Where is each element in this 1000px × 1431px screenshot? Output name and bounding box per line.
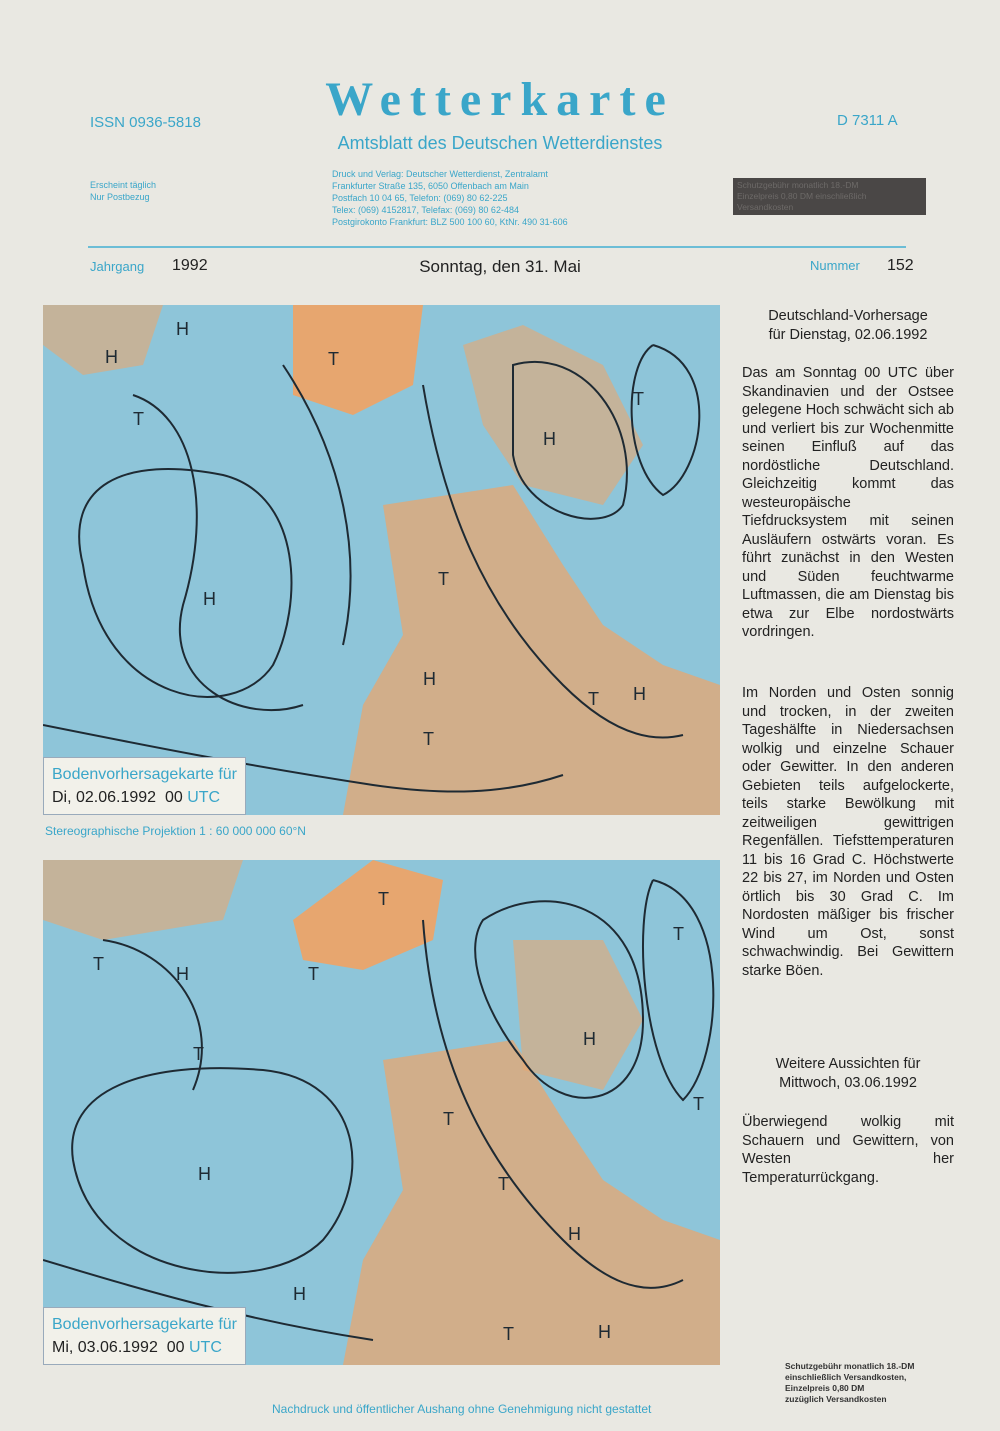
masthead-subtitle: Amtsblatt des Deutschen Wetterdienstes [337, 133, 663, 153]
svg-text:H: H [293, 1284, 306, 1304]
jahrgang-value: 1992 [172, 257, 208, 274]
svg-text:H: H [198, 1164, 211, 1184]
forecast-map-tuesday [43, 305, 720, 815]
svg-text:T: T [673, 924, 684, 944]
svg-text:T: T [443, 1109, 454, 1129]
svg-text:H: H [598, 1322, 611, 1342]
legend-time: 00 [166, 1339, 185, 1356]
fee-line: Versandkosten [737, 202, 794, 212]
outlook-paragraph: Überwiegend wolkig mit Schauern und Gewittern, von Westen her Temperaturrückgang. [742, 1114, 954, 1186]
svg-text:T: T [693, 1094, 704, 1114]
publication-code: D 7311 A [837, 112, 898, 129]
publisher-line: Postgirokonto Frankfurt: BLZ 500 100 60, KtNr. 490 31-606 [332, 217, 568, 227]
footer-fee-line: zuzüglich Versandkosten [785, 1394, 887, 1404]
fee-box-redacted [733, 178, 926, 215]
svg-text:T: T [423, 729, 434, 749]
svg-text:T: T [93, 954, 104, 974]
issue-date: Sonntag, den 31. Mai [419, 257, 581, 276]
landmass [43, 305, 720, 815]
outlook-heading [742, 1055, 954, 1092]
divider [88, 246, 906, 248]
svg-text:T: T [588, 689, 599, 709]
svg-text:H: H [105, 347, 118, 367]
jahrgang-label: Jahrgang [90, 259, 145, 274]
forecast-title-line: für Dienstag, 02.06.1992 [768, 326, 928, 343]
forecast-title-line: Deutschland-Vorhersage [768, 308, 928, 324]
outlook-title-line: Mittwoch, 03.06.1992 [779, 1074, 917, 1091]
legend-title: Bodenvorhersagekarte für [52, 1316, 237, 1333]
svg-text:H: H [423, 669, 436, 689]
svg-text:H: H [543, 429, 556, 449]
svg-text:T: T [633, 389, 644, 409]
projection-note: Stereographische Projektion 1 : 60 000 000 60°N [45, 824, 306, 838]
publisher-line: Frankfurter Straße 135, 6050 Offenbach am Main [332, 181, 529, 191]
footer-fee-line: Einzelpreis 0,80 DM [785, 1383, 865, 1393]
legend-utc: UTC [187, 789, 221, 806]
svg-text:T: T [438, 569, 449, 589]
erscheint-line: Erscheint täglich [90, 180, 157, 190]
svg-text:T: T [378, 889, 389, 909]
map-legend [43, 757, 246, 815]
footer-fee-line: einschließlich Versandkosten, [785, 1372, 907, 1382]
svg-text:T: T [193, 1044, 204, 1064]
forecast-paragraph-2: Im Norden und Osten sonnig und trocken, in der zweiten Tageshälfte in Niedersachsen wolkig und einzelne Schauer oder Gewitter. In den anderen Gebieten teils aufgelockerte, teils starke Bewölkung mit zeitweiligen gewittrigen Regenfällen. Tiefsttemperaturen 11 bis 16 Grad C. Höchstwerte 22 bis 27, im Norden und Osten örtlich bis 30 Grad C. Im Nordosten mäßiger bis frischer Wind um Ost, sonst schwachwindig. Bei Gewittern starke Böen. [742, 685, 954, 979]
erscheint-line: Nur Postbezug [90, 192, 150, 202]
fee-line: Einzelpreis 0,80 DM einschließlich [737, 191, 867, 201]
fee-line: Schutzgebühr monatlich 18.-DM [737, 180, 859, 190]
nummer-label: Nummer [810, 258, 860, 273]
publisher-line: Druck und Verlag: Deutscher Wetterdienst, Zentralamt [332, 169, 548, 179]
reprint-notice: Nachdruck und öffentlicher Aushang ohne Genehmigung nicht gestattet [272, 1402, 652, 1416]
publisher-line: Telex: (069) 4152817, Telefax: (069) 80 62-484 [332, 205, 519, 215]
publisher-line: Postfach 10 04 65, Telefon: (069) 80 62-225 [332, 193, 508, 203]
svg-text:H: H [633, 684, 646, 704]
svg-text:H: H [176, 964, 189, 984]
forecast-heading [742, 307, 954, 344]
masthead-title: Wetterkarte [325, 73, 675, 126]
svg-text:T: T [328, 349, 339, 369]
svg-text:H: H [176, 319, 189, 339]
publisher-info [332, 168, 568, 228]
svg-text:H: H [568, 1224, 581, 1244]
map-drawing [43, 860, 720, 1365]
legend-utc: UTC [189, 1339, 222, 1356]
footer-fee-info [785, 1361, 914, 1405]
map-legend [43, 1307, 246, 1365]
legend-title: Bodenvorhersagekarte für [52, 766, 237, 783]
forecast-map-wednesday [43, 860, 720, 1365]
svg-text:T: T [498, 1174, 509, 1194]
outlook-title-line: Weitere Aussichten für [775, 1056, 921, 1072]
issn: ISSN 0936-5818 [90, 114, 201, 131]
nummer-value: 152 [887, 257, 914, 274]
svg-text:T: T [503, 1324, 514, 1344]
legend-time: 00 [164, 789, 183, 806]
footer-fee-line: Schutzgebühr monatlich 18.-DM [785, 1361, 915, 1371]
erscheint-info [90, 179, 156, 203]
svg-text:H: H [583, 1029, 596, 1049]
svg-text:T: T [308, 964, 319, 984]
forecast-paragraph-1: Das am Sonntag 00 UTC über Skandinavien und der Ostsee gelegene Hoch schwächt sich ab und verliert bis zur Wochenmitte seinen Einfluß auf das nordöstliche Deutschland. Gleichzeitig kommt das westeuropäische Tiefdrucksystem mit seinen Ausläufern ostwärts voran. Es führt zunächst in den Westen und Süden feuchtwarme Luftmassen, die am Dienstag bis etwa zur Elbe nordostwärts vordringen. [742, 365, 954, 640]
svg-text:T: T [133, 409, 144, 429]
legend-date: Mi, 03.06.1992 [52, 1339, 158, 1356]
map-drawing [43, 305, 720, 815]
svg-text:H: H [203, 589, 216, 609]
legend-date: Di, 02.06.1992 [52, 789, 157, 806]
